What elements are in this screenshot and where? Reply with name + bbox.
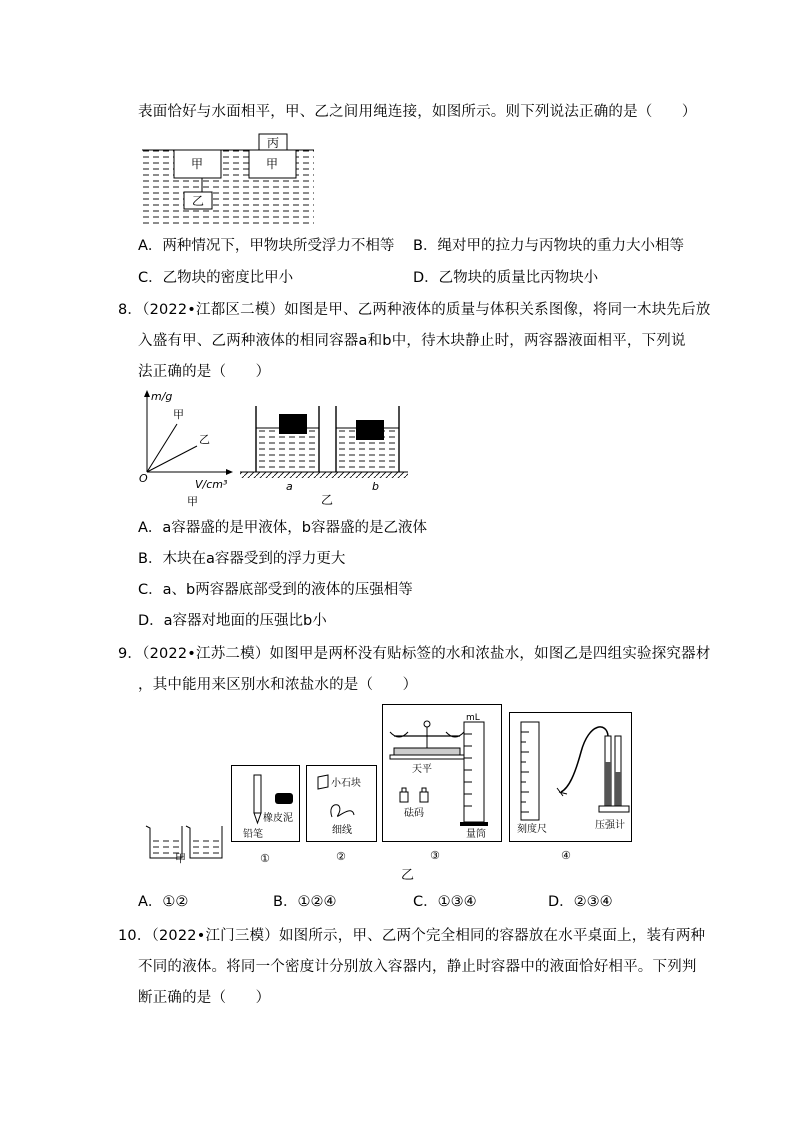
q7-bing-label: 丙 (266, 136, 280, 150)
q7-option-b: B．绳对甲的拉力与丙物块的重力大小相等 (413, 238, 684, 254)
q8-option-a: A．a容器盛的是甲液体，b容器盛的是乙液体 (138, 520, 428, 536)
q9-ml-label: mL (466, 713, 480, 723)
q8-line1: 8．（2022•江都区二模）如图是甲、乙两种液体的质量与体积关系图像，将同一木块先后放 (118, 302, 711, 318)
q8-option-d: D．a容器对地面的压强比b小 (138, 613, 327, 629)
q8-line-yi (147, 446, 197, 472)
q8-line-jia (147, 424, 177, 472)
q9-option-b: B．①②④ (273, 894, 337, 910)
q9-clay-label: 橡皮泥 (263, 813, 293, 824)
q8-caption-right: 乙 (321, 493, 334, 507)
q8-wood-a (279, 414, 307, 434)
q7-option-d: D．乙物块的质量比丙物块小 (413, 270, 599, 286)
q8-option-b: B．木块在a容器受到的浮力更大 (138, 551, 346, 567)
q9-line2: ，其中能用来区别水和浓盐水的是（ ） (138, 677, 418, 693)
q10-line1: 10．（2022•江门三模）如图所示，甲、乙两个完全相同的容器放在水平桌面上，装有两种 (118, 928, 706, 944)
q9-option-a: A．①② (138, 894, 189, 910)
q9-cylinder-label: 量筒 (466, 829, 486, 840)
q9-ruler-label: 刻度尺 (517, 824, 547, 835)
q8-line2: 入盛有甲、乙两种液体的相同容器a和b中，待木块静止时，两容器液面相平，下列说 (138, 333, 686, 349)
q9-balance-label: 天平 (412, 764, 432, 775)
q9-beakers (142, 820, 232, 868)
q8-line3: 法正确的是（ ） (138, 364, 271, 380)
q8-graph (135, 388, 235, 510)
q9-caption-yi: 乙 (401, 868, 415, 883)
q9-num2: ② (336, 850, 346, 863)
q9-set1 (231, 765, 301, 843)
q7-option-a: A．两种情况下，甲物块所受浮力不相等 (138, 238, 395, 254)
q9-thread-label: 细线 (332, 825, 352, 836)
q8-wood-b (356, 420, 384, 440)
q7-yi-label: 乙 (191, 194, 205, 208)
q9-option-d: D．②③④ (548, 894, 613, 910)
q9-set3 (382, 704, 503, 843)
q10-line2: 不同的液体。将同一个密度计分别放入容器内，静止时容器中的液面恰好相平。下列判 (138, 959, 697, 975)
q8-option-c: C．a、b两容器底部受到的液体的压强相等 (138, 582, 413, 598)
q8-label-jia: 甲 (173, 408, 184, 421)
q9-gauge-label: 压强计 (595, 820, 625, 831)
q9-option-c: C．①③④ (413, 894, 477, 910)
q8-containers (238, 398, 410, 508)
q7-stem: 表面恰好与水面相平，甲、乙之间用绳连接，如图所示。则下列说法正确的是（ ） (138, 104, 697, 120)
q8-x-axis: V/cm³ (195, 478, 228, 491)
q10-line3: 断正确的是（ ） (138, 990, 271, 1006)
q8-caption-left: 甲 (187, 495, 198, 508)
q7-jia-right-label: 甲 (265, 157, 279, 171)
q9-num3: ③ (430, 849, 440, 862)
q8-origin: O (139, 472, 148, 485)
q8-label-yi: 乙 (199, 433, 210, 446)
q9-num1: ① (260, 852, 270, 865)
q8-container-a-label: a (286, 480, 293, 493)
q7-option-c: C．乙物块的密度比甲小 (138, 270, 294, 286)
q9-num4: ④ (561, 849, 571, 862)
q9-caption-jia: 甲 (175, 852, 186, 865)
q9-set2 (306, 765, 378, 843)
q8-container-b-label: b (372, 480, 379, 493)
q9-stone-label: 小石块 (331, 778, 361, 789)
q9-set4 (509, 712, 633, 843)
q9-line1: 9．（2022•江苏二模）如图甲是两杯没有贴标签的水和浓盐水，如图乙是四组实验探究器材 (118, 646, 711, 662)
q7-figure (142, 130, 317, 230)
q9-pencil-label: 铅笔 (243, 829, 263, 840)
q7-jia-left-label: 甲 (190, 157, 204, 171)
q9-weights-label: 砝码 (404, 808, 424, 819)
q8-y-axis: m/g (151, 390, 173, 403)
